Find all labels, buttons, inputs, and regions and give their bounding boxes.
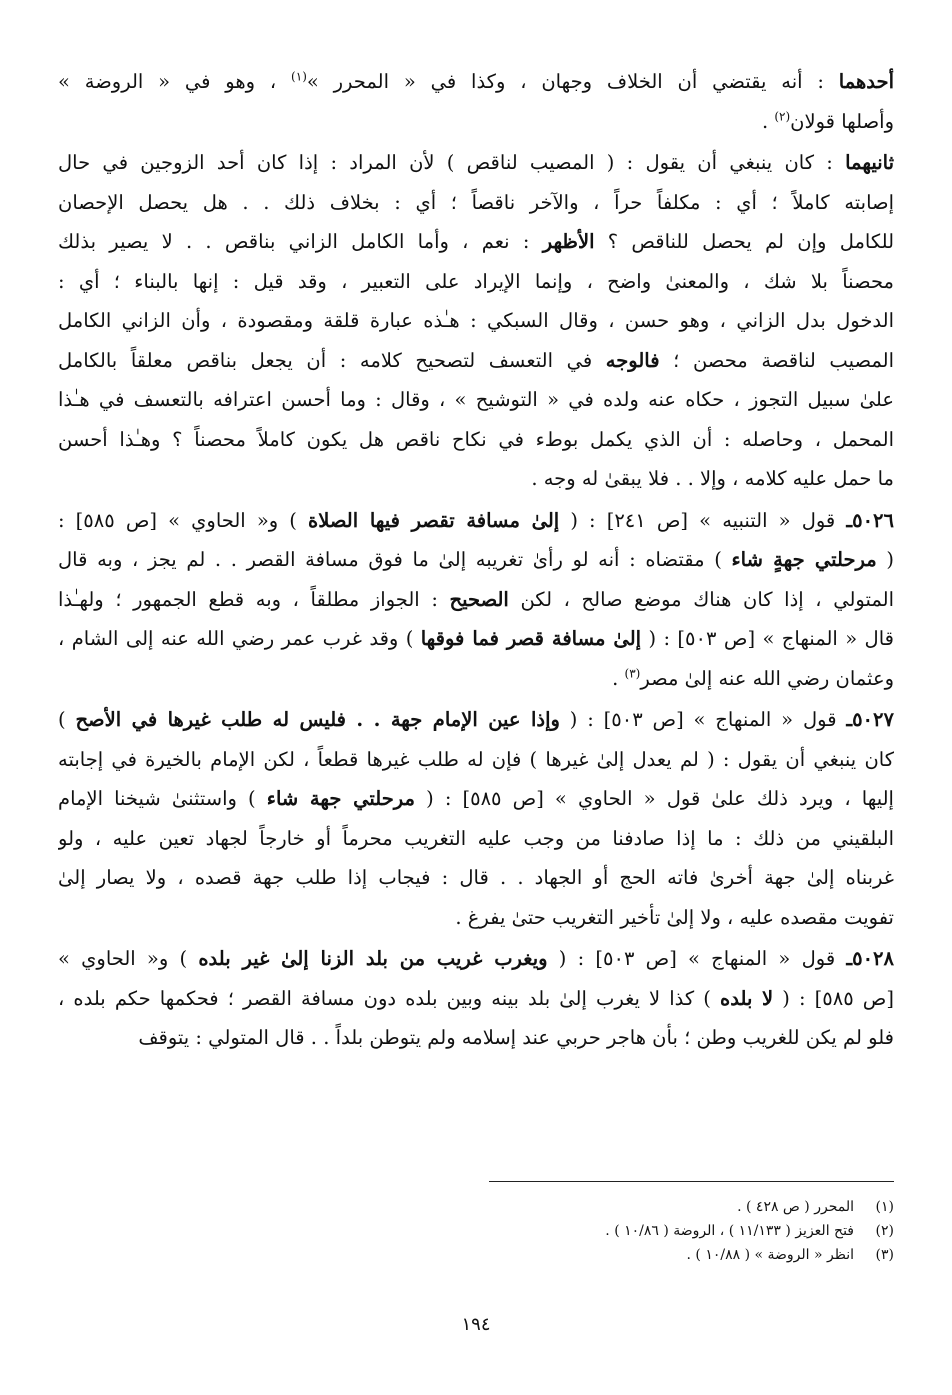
text-line: أحدهما : أنه يقتضي أن الخلاف وجهان ، وكذا في « المحرر »$^{(١)}$ ، وهو في « الروضة » bbox=[58, 69, 894, 93]
footnote-text: المحرر ( ص ٤٢٨ ) . bbox=[737, 1199, 854, 1215]
text-line: المتولي ، إذا كان هناك موضع صالح ، لكن الصحيح : الجواز مطلقاً ، وبه قطع الجمهور ؛ ولهـٰذا bbox=[58, 587, 894, 611]
main-text bbox=[58, 62, 894, 1060]
text-line: وعثمان رضي الله عنه إلىٰ مصر$^{(٣)}$ . bbox=[612, 666, 894, 690]
footnote-text: انظر « الروضة » ( ١٠/٨٨ ) . bbox=[686, 1247, 854, 1263]
footnote-item bbox=[58, 1219, 894, 1243]
text-line: وأصلها قولان$^{(٢)}$ . bbox=[761, 109, 894, 133]
page-number: ١٩٤ bbox=[461, 1314, 491, 1335]
text-line: إليها ، ويرد ذلك علىٰ قول « الحاوي » [ص ٥٨٥] : ( مرحلتي جهة شاء ) واستثنىٰ شيخنا الإمام bbox=[58, 787, 894, 810]
text-line: ٥٠٢٧ـ قول « المنهاج » [ص ٥٠٣] : ( وإذا عين الإمام جهة . . فليس له طلب غيرها في الأصح ) bbox=[58, 708, 894, 731]
footnote-text: فتح العزيز ( ١١/١٣٣ ) ، الروضة ( ١٠/٨٦ ) . bbox=[605, 1223, 854, 1239]
text-line: قال « المنهاج » [ص ٥٠٣] : ( إلىٰ مسافة قصر فما فوقها ) وقد غرب عمر رضي الله عنه إلى الشام ، bbox=[58, 627, 894, 650]
text-line: للكامل وإن لم يحصل للناقص ؟ الأظهر : نعم ، وأما الكامل الزاني بناقص . . لا يصير بذلك bbox=[58, 230, 894, 253]
paragraph-p1 bbox=[58, 62, 894, 141]
text-line: ٥٠٢٨ـ قول « المنهاج » [ص ٥٠٣] : ( ويغرب غريب من بلد الزنا إلىٰ غير بلده ) و« الحاوي » bbox=[58, 947, 894, 970]
text-line: الدخول بدل الزاني ، وهو حسن ، وقال السبكي : هـٰذه عبارة قلقة ومقصودة ، وأن الزاني الكامل bbox=[58, 309, 894, 332]
text-line: ( مرحلتي جهةٍ شاء ) مقتضاه : أنه لو رأىٰ تغريبه إلىٰ ما فوق مسافة القصر . . لم يجز ، وبه قال bbox=[58, 548, 894, 571]
text-line: المصيب لناقصة محصن ؛ فالوجه في التعسف لتصحيح كلامه : أن يجعل بناقص معلقاً بالكامل bbox=[58, 348, 894, 372]
text-line: تفويت مقصده عليه ، ولا إلىٰ تأخير التغريب حتىٰ يفرغ . bbox=[455, 905, 894, 929]
text-line: محصناً بلا شك ، والمعنىٰ واضح ، وإنما الإيراد على التعبير ، وقد قيل : إنها بالبناء ؛ أي : bbox=[58, 269, 894, 293]
text-line: ٥٠٢٦ـ قول « التنبيه » [ص ٢٤١] : ( إلىٰ مسافة تقصر فيها الصلاة ) و« الحاوي » [ص ٥٨٥] : bbox=[58, 508, 894, 532]
footnote-item bbox=[58, 1243, 894, 1267]
text-line: [ص ٥٨٥] : ( لا بلده ) كذا لا يغرب إلىٰ بلد بينه وبين بلده دون مسافة القصر ؛ فحكمها حكم بلده ، bbox=[58, 986, 894, 1010]
footnote-divider bbox=[489, 1181, 894, 1182]
text-line: فلو لم يكن للغريب وطن ؛ بأن هاجر حربي عند إسلامه ولم يتوطن بلداً . . قال المتولي : يتوقف bbox=[138, 1026, 894, 1049]
footnote-number: (١) bbox=[875, 1199, 894, 1215]
text-line: البلقيني من ذلك : ما إذا صادفنا من وجب عليه التغريب محرماً أو خارجاً لجهاد تعين عليه ، ولو bbox=[58, 826, 894, 850]
paragraph-p2 bbox=[58, 143, 894, 499]
text-line: كان ينبغي أن يقول : ( لم يعدل إلىٰ غيرها ) فإن له طلب غيرها قطعاً ، لكن الإمام بالخيرة في إجابته bbox=[58, 747, 894, 771]
footnote-item bbox=[58, 1195, 894, 1219]
footnotes bbox=[58, 1195, 894, 1267]
text-line: غربناه إلىٰ جهة أخرىٰ فاته الحج أو الجهاد . . قال : فيجاب إذا طلب جهة قصده ، ولا يصار إلىٰ bbox=[58, 866, 894, 889]
text-line: إصابته كاملاً ؛ أي : مكلفاً حراً ، والآخر ناقصاً ؛ أي : بخلاف ذلك . . هل يحصل الإحصان bbox=[58, 190, 894, 214]
footnote-number: (٢) bbox=[875, 1223, 894, 1239]
text-line: علىٰ سبيل التجوز ، حكاه عنه ولده في « التوشيح » ، وقال : وما أحسن اعترافه بالتعسف في هـٰذا bbox=[58, 388, 894, 411]
text-line: ما حمل عليه كلامه ، وإلا . . فلا يبقىٰ له وجه . bbox=[531, 467, 894, 490]
paragraph-p4 bbox=[58, 700, 894, 937]
footnote-number: (٣) bbox=[875, 1247, 894, 1263]
paragraph-p3 bbox=[58, 501, 894, 699]
text-line: ثانيهما : كان ينبغي أن يقول : ( المصيب لناقص ) لأن المراد : إذا كان أحد الزوجين في حال bbox=[58, 151, 894, 174]
text-line: المحمل ، وحاصله : أن الذي يكمل بوطء في نكاح ناقص هل يكون كاملاً محصناً ؟ وهـٰذا أحسن bbox=[58, 427, 894, 451]
paragraph-p5 bbox=[58, 939, 894, 1058]
